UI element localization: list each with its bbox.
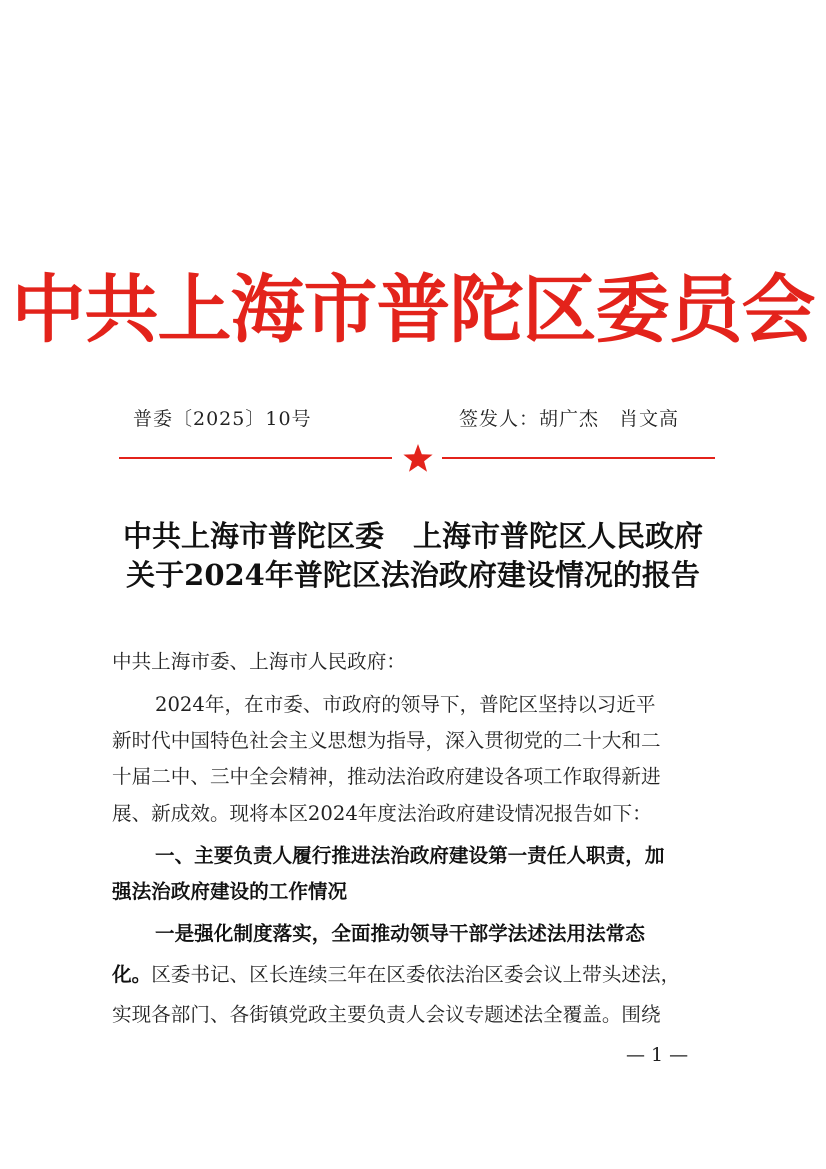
page-number: — 1 — [626, 1044, 689, 1066]
section-heading-line-2: 强法治政府建设的工作情况 [112, 880, 348, 903]
point-1-text: 区委书记、区长连续三年在区委依法治区委会议上带头述法， [151, 963, 681, 986]
star-icon [402, 442, 434, 474]
intro-line-1: 2024年，在市委、市政府的领导下，普陀区坚持以习近平 [155, 693, 656, 716]
report-title-line-2: 关于2024年普陀区法治政府建设情况的报告 [126, 558, 700, 592]
intro-line-2: 新时代中国特色社会主义思想为指导，深入贯彻党的二十大和二 [112, 729, 661, 752]
intro-line-4: 展、新成效。现将本区2024年度法治政府建设情况报告如下： [112, 802, 652, 825]
document-number: 普委〔2025〕10号 [133, 408, 312, 430]
point-1-line-3: 实现各部门、各街镇党政主要负责人会议专题述法全覆盖。围绕 [112, 1003, 661, 1026]
section-heading-line-1: 一、主要负责人履行推进法治政府建设第一责任人职责，加 [155, 844, 665, 867]
report-title-line-1: 中共上海市普陀区委 上海市普陀区人民政府 [122, 519, 703, 553]
point-1-line-2 [112, 958, 718, 987]
red-divider-right [442, 457, 715, 459]
red-divider-left [119, 457, 392, 459]
point-1-heading-end: 化。 [112, 963, 152, 986]
intro-line-3: 十届二中、三中全会精神，推动法治政府建设各项工作取得新进 [112, 765, 661, 788]
salutation: 中共上海市委、上海市人民政府： [112, 650, 406, 673]
signatory: 签发人：胡广杰 肖文高 [459, 408, 680, 430]
issuing-organization-header: 中共上海市普陀区委员会 [11, 267, 815, 353]
point-1-heading: 一是强化制度落实，全面推动领导干部学法述法用法常态 [155, 922, 645, 945]
